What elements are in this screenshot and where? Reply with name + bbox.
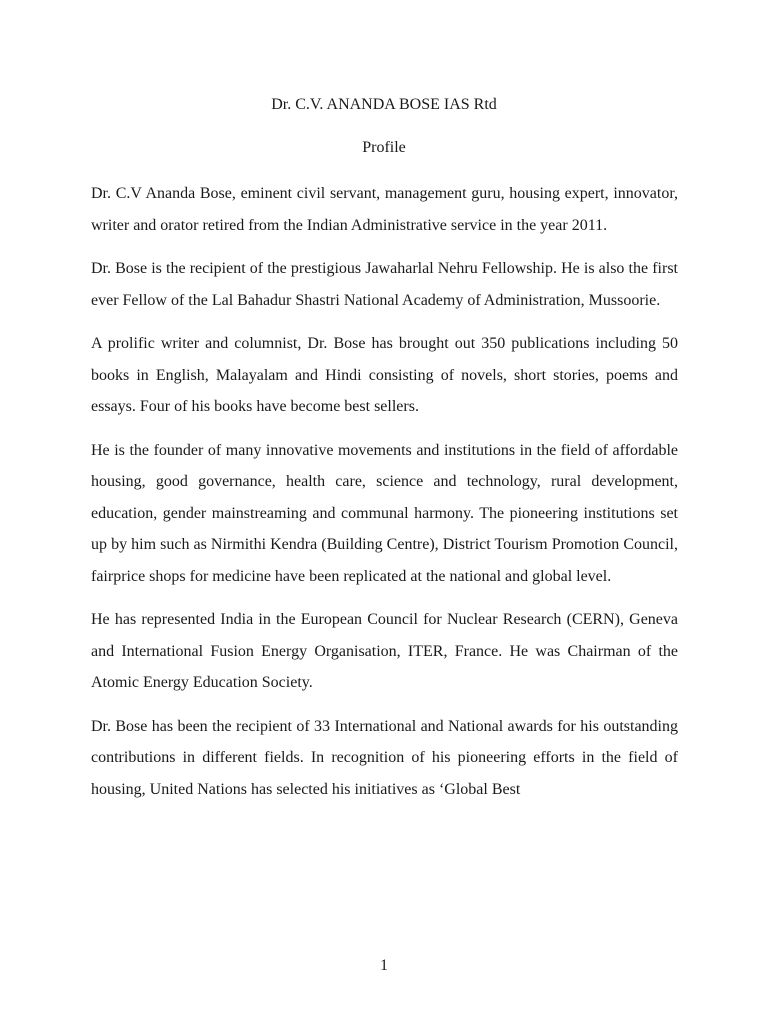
paragraph-institutions: He is the founder of many innovative movements and institutions in the field of affordable housing, good governance, health care, science and technology, rural development, education, gender mainstreaming and communal harmony. The pioneering institutions set up by him such as Nirmithi Kendra (Building Centre), District Tourism Promotion Council, fairprice shops for medicine have been replicated at the national and global level. [91, 441, 678, 585]
paragraph-publications: A prolific writer and columnist, Dr. Bose has brought out 350 publications including 50 books in English, Malayalam and Hindi consisting of novels, short stories, poems and essays. Four of his books have become best sellers. [91, 335, 678, 415]
document-title: Dr. C.V. ANANDA BOSE IAS Rtd [271, 96, 497, 113]
document-subtitle: Profile [362, 139, 406, 156]
page-number: 1 [380, 957, 388, 974]
paragraph-fellowship: Dr. Bose is the recipient of the prestigious Jawaharlal Nehru Fellowship. He is also the first ever Fellow of the Lal Bahadur Shastri National Academy of Administration, Mussoorie. [91, 260, 678, 309]
paragraph-career: Dr. C.V Ananda Bose, eminent civil servant, management guru, housing expert, innovator, writer and orator retired from the Indian Administrative service in the year 2011. [91, 185, 678, 234]
paragraph-representation: He has represented India in the European Council for Nuclear Research (CERN), Geneva and International Fusion Energy Organisation, ITER, France. He was Chairman of the Atomic Energy Education Society. [91, 611, 678, 691]
document-body [91, 178, 678, 817]
paragraph-awards: Dr. Bose has been the recipient of 33 International and National awards for his outstanding contributions in different fields. In recognition of his pioneering efforts in the field of housing, United Nations has selected his initiatives as ‘Global Best [91, 717, 678, 798]
